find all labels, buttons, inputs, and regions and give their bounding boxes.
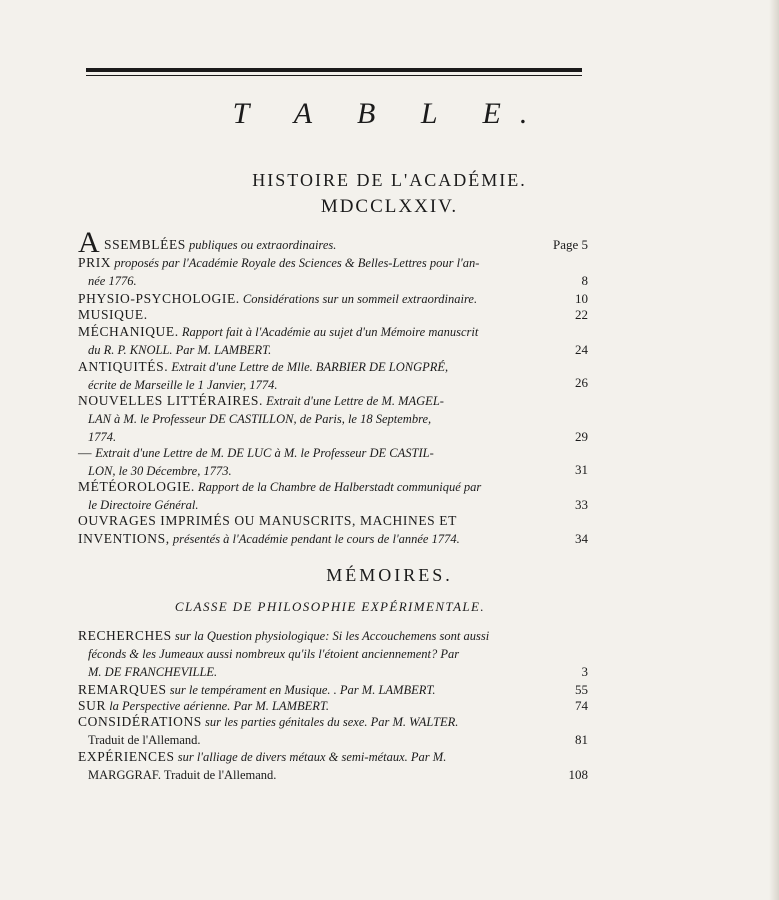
page-number: 81	[575, 732, 588, 747]
entry-text: sur les parties génitales du sexe. Par M. WALTER.	[201, 715, 459, 729]
page-number: 26	[575, 375, 588, 390]
entry-continuation: Traduit de l'Allemand.	[88, 733, 201, 747]
entry-heading: NOUVELLES LITTÉRAIRES.	[78, 393, 263, 408]
entry-heading: MÉTÉOROLOGIE.	[78, 479, 195, 494]
page-label: Page 5	[552, 237, 588, 252]
entry-text: sur le tempérament en Musique. . Par M. LAMBERT.	[166, 683, 436, 697]
toc-entry	[78, 627, 562, 681]
entry-continuation: écrite de Marseille le 1 Janvier, 1774.	[88, 378, 278, 392]
entry-text: publiques ou extraordinaires.	[185, 238, 337, 252]
entry-dash: —	[78, 445, 93, 460]
entry-text: sur la Question physiologique: Si les Accouchemens sont aussi	[171, 629, 490, 643]
page-number: 24	[575, 342, 588, 357]
page-number: 31	[575, 462, 588, 477]
entry-continuation: MARGGRAF. Traduit de l'Allemand.	[88, 768, 277, 782]
entry-heading: SSEMBLÉES	[104, 237, 186, 252]
entry-text: Extrait d'une Lettre de Mlle. BARBIER DE LONGPRÉ,	[168, 360, 449, 374]
page-number: 108	[568, 767, 588, 782]
section-heading-memoires: MÉMOIRES.	[326, 565, 453, 585]
entry-heading: CONSIDÉRATIONS	[78, 714, 202, 729]
toc-entry	[78, 323, 562, 359]
entry-continuation: du R. P. KNOLL. Par M. LAMBERT.	[88, 343, 272, 357]
toc-entry	[78, 392, 562, 446]
entry-text: Rapport fait à l'Académie au sujet d'un Mémoire manuscrit	[178, 325, 479, 339]
page-number: 34	[575, 531, 588, 546]
entry-heading: REMARQUES	[78, 682, 167, 697]
entry-continuation: féconds & les Jumeaux aussi nombreux qu'ils l'étoient anciennement? Par	[88, 647, 460, 661]
toc-entry	[78, 512, 562, 548]
top-rule-thick	[86, 68, 582, 72]
toc-entry	[78, 748, 562, 784]
entry-text: Extrait d'une Lettre de M. MAGEL-	[262, 394, 444, 408]
page-number: 33	[575, 497, 588, 512]
entry-heading: PHYSIO-PSYCHOLOGIE.	[78, 291, 240, 306]
entry-heading: SUR	[78, 698, 107, 713]
page-number: 3	[581, 664, 588, 679]
entry-heading: ANTIQUITÉS.	[78, 359, 169, 374]
entry-heading: EXPÉRIENCES	[78, 749, 175, 764]
entry-continuation: LAN à M. le Professeur DE CASTILLON, de Paris, le 18 Septembre,	[88, 412, 432, 426]
entry-heading: MÉCHANIQUE.	[78, 324, 179, 339]
entry-text: Extrait d'une Lettre de M. DE LUC à M. le Professeur DE CASTIL-	[92, 446, 434, 460]
entry-continuation: le Directoire Général.	[88, 498, 199, 512]
toc-entry	[78, 306, 562, 324]
toc-entry	[78, 358, 562, 394]
page-number: 55	[575, 682, 588, 697]
drop-cap: A	[78, 226, 100, 259]
entry-text: proposés par l'Académie Royale des Sciences & Belles-Lettres pour l'an-	[111, 256, 480, 270]
entry-text: la Perspective aérienne. Par M. LAMBERT.	[106, 699, 330, 713]
entry-heading-continued: INVENTIONS,	[78, 531, 170, 546]
entry-heading: RECHERCHES	[78, 628, 172, 643]
toc-entry	[78, 478, 562, 514]
toc-entry	[78, 444, 562, 480]
entry-text: Considérations sur un sommeil extraordinaire.	[239, 292, 478, 306]
section-year: MDCCLXXIV.	[320, 196, 459, 217]
page-number: 10	[575, 291, 588, 306]
entry-heading: OUVRAGES IMPRIMÉS OU MANUSCRITS, MACHINES ET	[78, 513, 457, 528]
page-number: 8	[581, 273, 588, 288]
toc-entry	[78, 254, 562, 290]
section-heading-histoire: HISTOIRE DE L'ACADÉMIE.	[252, 170, 527, 190]
page-number: 22	[575, 307, 588, 322]
page-edge-shadow	[769, 0, 779, 900]
entry-continuation: née 1776.	[88, 274, 137, 288]
entry-continuation: LON, le 30 Décembre, 1773.	[88, 464, 232, 478]
page-number: 29	[575, 429, 588, 444]
toc-entry	[78, 713, 562, 749]
page-number: 74	[575, 698, 588, 713]
entry-text: sur l'alliage de divers métaux & semi-métaux. Par M.	[174, 750, 447, 764]
entry-continuation: M. DE FRANCHEVILLE.	[88, 665, 218, 679]
entry-continuation: 1774.	[88, 430, 117, 444]
entry-heading: PRIX	[78, 255, 112, 270]
class-heading: CLASSE DE PHILOSOPHIE EXPÉRIMENTALE.	[174, 599, 486, 614]
top-rule-thin	[86, 75, 582, 76]
page-title: T A B L E.	[232, 97, 547, 130]
entry-heading: MUSIQUE.	[78, 307, 148, 322]
entry-text: Rapport de la Chambre de Halberstadt communiqué par	[194, 480, 482, 494]
entry-continuation: présentés à l'Académie pendant le cours de l'année 1774.	[169, 532, 460, 546]
